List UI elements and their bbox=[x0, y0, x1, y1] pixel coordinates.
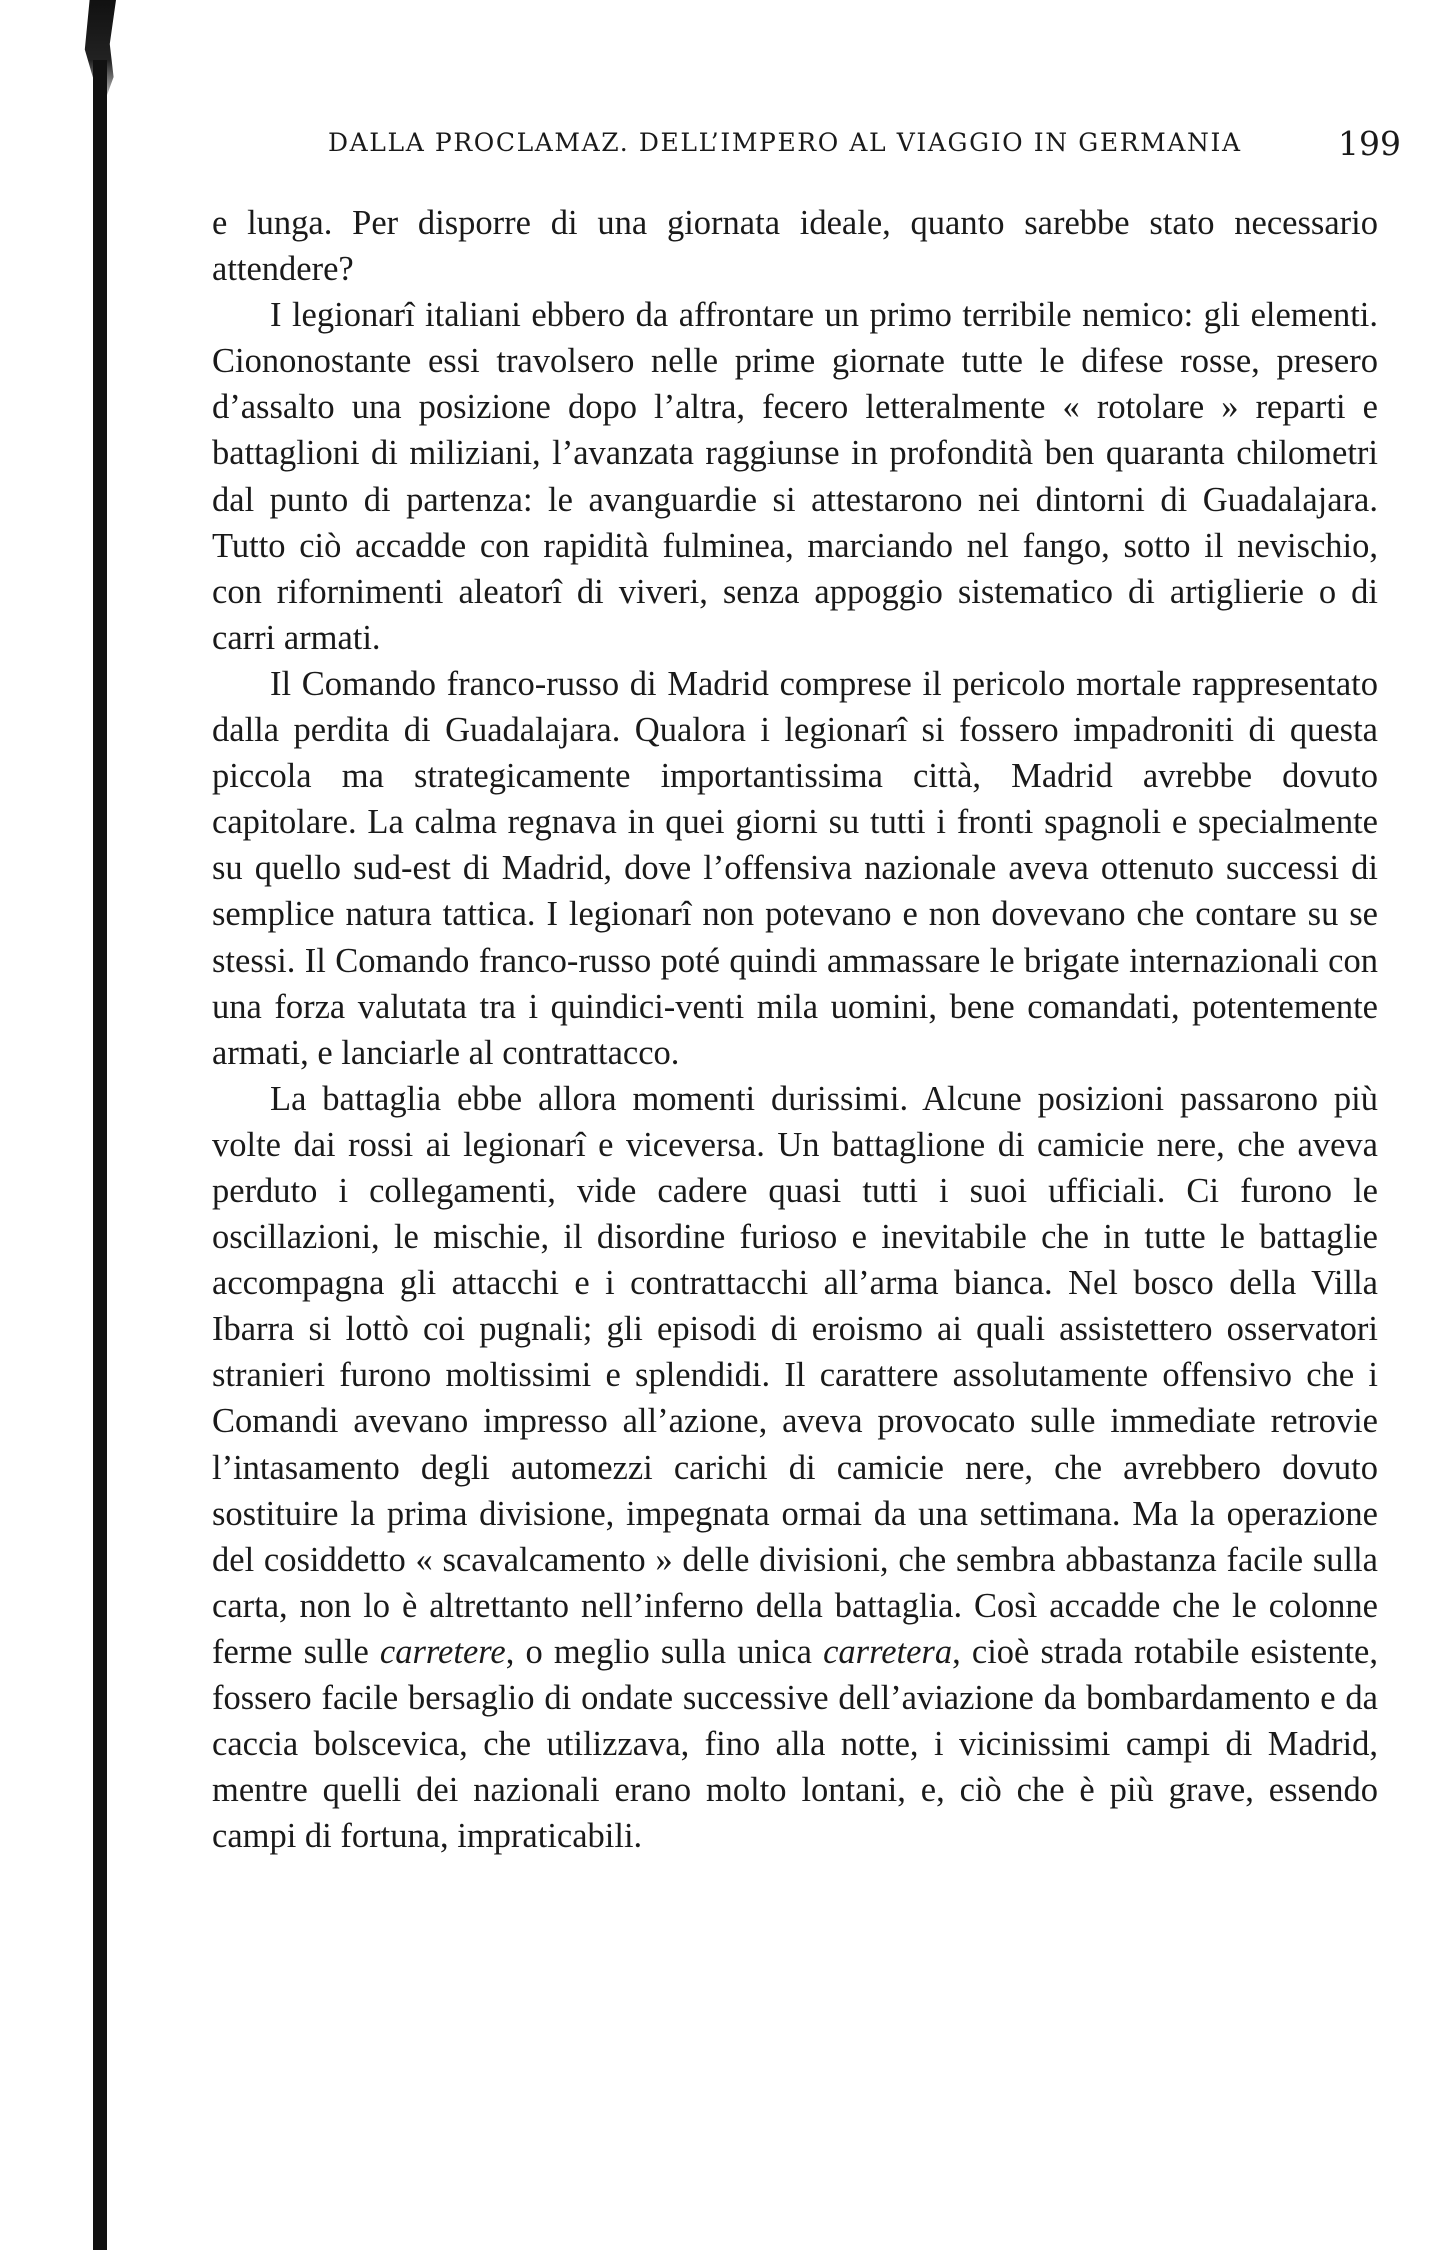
paragraph-2 bbox=[212, 292, 1378, 661]
italic-term: carretera bbox=[823, 1632, 953, 1671]
paragraph-text: I legionarî italiani ebbero da affrontare un primo terribile nemico: gli elementi. Ciononostante essi travolsero nelle prime giornate tutte le difese rosse, presero d’assalto una posizione dopo l’altra, fecero letteralmente « rotolare » reparti e battaglioni di miliziani, l’avanzata raggiunse in profondità ben quaranta chilometri dal punto di partenza: le avanguardie si attestarono nei dintorni di Guadalajara. Tutto ciò accadde con rapidità fulminea, marciando nel fango, sotto il nevischio, con rifornimenti aleatorî di viveri, senza appoggio sistematico di artiglierie o di carri armati. bbox=[212, 296, 1378, 657]
paragraph-1 bbox=[212, 200, 1378, 292]
page-number: 199 bbox=[1338, 124, 1401, 163]
paragraph-text: , cioè strada rotabile esistente, fossero facile bersaglio di ondate successive dell’aviazione da bombardamento e da caccia bolscevica, che utilizzava, fino alla notte, i vicinissimi campi di Madrid, mentre quelli dei nazionali erano molto lontani, e, ciò che è più grave, essendo campi di fortuna, impraticabili. bbox=[212, 1632, 1378, 1856]
italic-term: carretere bbox=[379, 1632, 506, 1671]
paragraph-text: e lunga. Per disporre di una giornata ideale, quanto sarebbe stato necessario attendere? bbox=[212, 204, 1378, 289]
paragraph-text: La battaglia ebbe allora momenti durissimi. Alcune posizioni passarono più volte dai rossi ai legionarî e viceversa. Un battaglione di camicie nere, che aveva perduto i collegamenti, vide cadere quasi tutti i suoi ufficiali. Ci furono le oscillazioni, le mischie, il disordine furioso e inevitabile che in tutte le battaglie accompagna gli attacchi e i contrattacchi all’arma bianca. Nel bosco della Villa Ibarra si lottò coi pugnali; gli episodi di eroismo ai quali assistettero osservatori stranieri furono moltissimi e splendidi. Il carattere assolutamente offensivo che i Comandi avevano impresso all’azione, aveva provocato sulle immediate retrovie l’intasamento degli automezzi carichi di camicie nere, che avrebbero dovuto sostituire la prima divisione, impegnata ormai da una settimana. Ma la operazione del cosiddetto « scavalcamento » delle divisioni, che sembra abbastanza facile sulla carta, non lo è altrettanto nell’inferno della battaglia. Così accadde che le colonne ferme sulle bbox=[212, 1079, 1378, 1671]
body-text bbox=[212, 200, 1378, 1859]
paragraph-4 bbox=[212, 1076, 1378, 1860]
binding-edge bbox=[93, 60, 107, 2250]
paragraph-text: , o meglio sulla unica bbox=[505, 1632, 824, 1671]
paragraph-text: Il Comando franco-russo di Madrid comprese il pericolo mortale rappresentato dalla perdita di Guadalajara. Qualora i legionarî si fossero impadroniti di questa piccola ma strategicamente importantissima città, Madrid avrebbe dovuto capitolare. La calma regnava in quei giorni su tutti i fronti spagnoli e specialmente su quello sud-est di Madrid, dove l’offensiva nazionale aveva ottenuto successi di semplice natura tattica. I legionarî non potevano e non dovevano che contare su se stessi. Il Comando franco-russo poté quindi ammassare le brigate internazionali con una forza valutata tra i quindici-venti mila uomini, bene comandati, potentemente armati, e lanciarle al contrattacco. bbox=[212, 664, 1378, 1072]
running-head: DALLA PROCLAMAZ. DELL’IMPERO AL VIAGGIO IN GERMANIA bbox=[328, 128, 1242, 157]
paragraph-3 bbox=[212, 661, 1378, 1076]
